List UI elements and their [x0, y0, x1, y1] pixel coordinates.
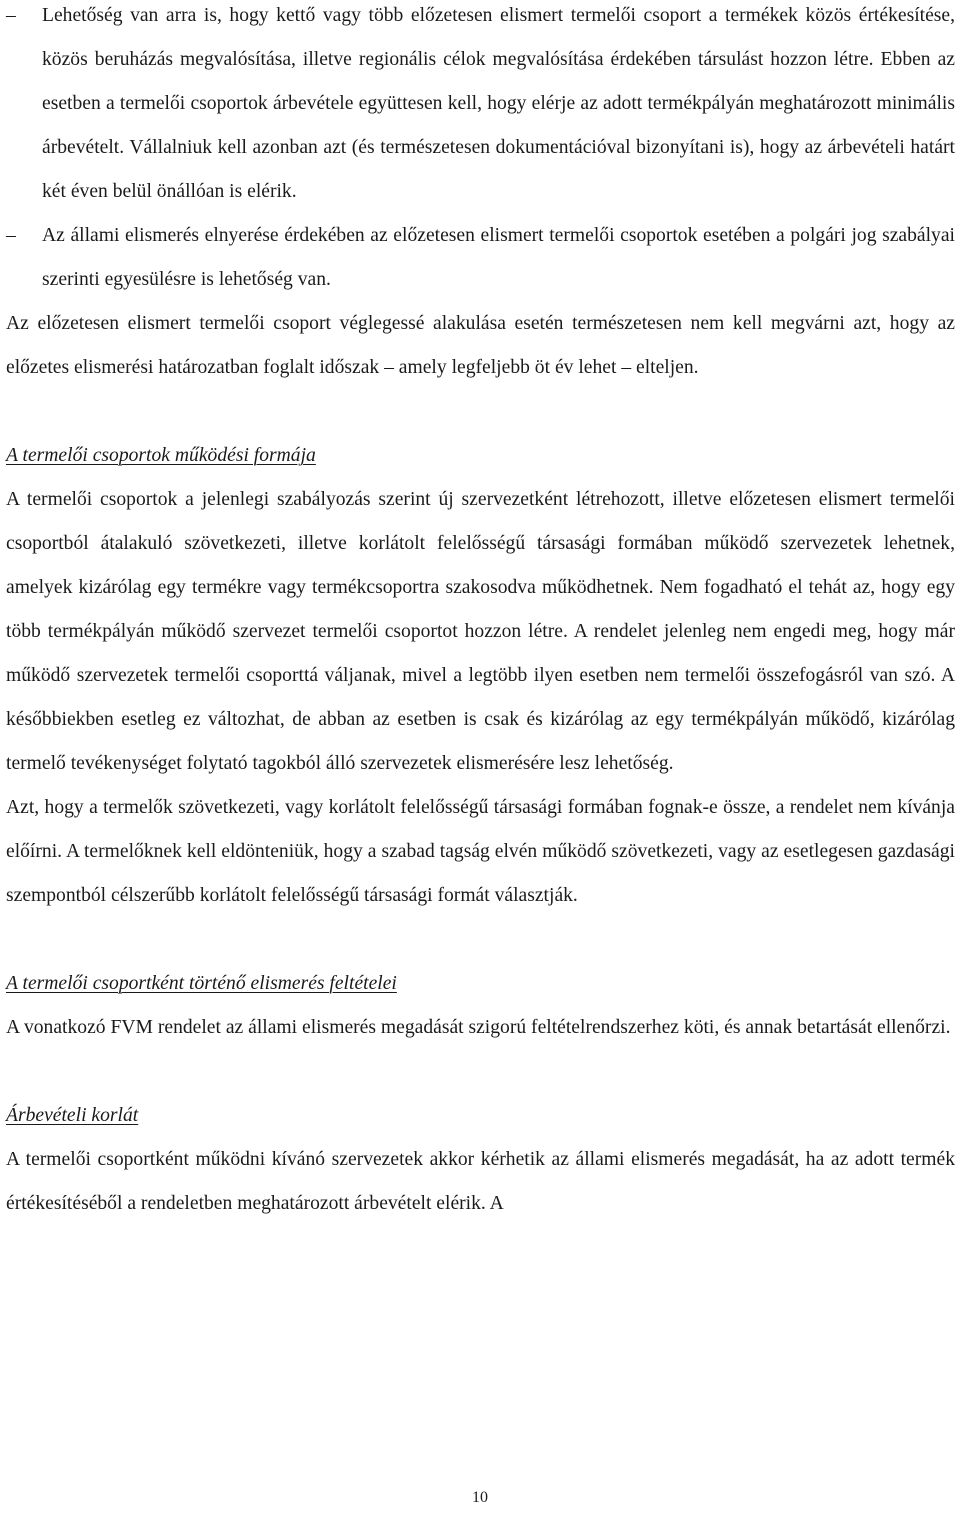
section-heading-revenue-limit: Árbevételi korlát — [6, 1105, 139, 1126]
paragraph: A termelői csoportok a jelenlegi szabályozás szerint új szervezetként létrehozott, illetve előzetesen elismert termelői csoportból átalakuló szövetkezeti, illetve korlátolt felelősségű társasági formában működő szervezetek lehetnek, amelyek kizárólag egy termékre vagy termékcsoportra szakosodva működhetnek. Nem fogadható el tehát az, hogy egy több termékpályán működő szervezet termelői csoportot hozzon létre. A rendelet jelenleg nem engedi meg, hogy már működő szervezetek termelői csoporttá váljanak, mivel a legtöbb ilyen esetben nem termelői összefogásról van szó. A későbbiekben esetleg ez változhat, de abban az esetben is csak és kizárólag az egy termékpályán működő, kizárólag termelő tevékenységet folytató tagokból álló szervezetek elismerésére lesz lehetőség. — [6, 489, 955, 774]
bullet-dash: – — [6, 225, 16, 246]
bullet-dash: – — [6, 5, 16, 26]
paragraph: A vonatkozó FVM rendelet az állami elismerés megadását szigorú feltételrendszerhez köti, és annak betartását ellenőrzi. — [6, 1017, 951, 1038]
bullet-text: Az állami elismerés elnyerése érdekében az előzetesen elismert termelői csoportok esetében a polgári jog szabályai szerinti egyesülésre is lehetőség van. — [42, 225, 955, 290]
paragraph: A termelői csoportként működni kívánó szervezetek akkor kérhetik az állami elismerés megadását, ha az adott termék értékesítéséből a rendeletben meghatározott árbevételt elérik. A — [6, 1149, 955, 1214]
page-number: 10 — [472, 1489, 488, 1506]
bullet-text: Lehetőség van arra is, hogy kettő vagy több előzetesen elismert termelői csoport a termékek közös értékesítése, közös beruházás megvalósítása, illetve regionális célok megvalósítása érdekében társulást hozzon létre. Ebben az esetben a termelői csoportok árbevétele együttesen kell, hogy elérje az adott termékpályán meghatározott minimális árbevételt. Vállalniuk kell azonban azt (és természetesen dokumentációval bizonyítani is), hogy az árbevételi határt két éven belül önállóan is elérik. — [42, 5, 955, 202]
bullet-item — [6, 0, 955, 214]
paragraph-final-recognition: Az előzetesen elismert termelői csoport véglegessé alakulása esetén természetesen nem kell megvárni azt, hogy az előzetes elismerési határozatban foglalt időszak – amely legfeljebb öt év lehet – elteljen. — [6, 313, 955, 378]
section-heading-operating-form: A termelői csoportok működési formája — [6, 445, 316, 466]
bullet-item — [6, 214, 955, 302]
document-page — [6, 0, 955, 1226]
section-heading-recognition-conditions: A termelői csoportként történő elismerés feltételei — [6, 973, 397, 994]
paragraph: Azt, hogy a termelők szövetkezeti, vagy korlátolt felelősségű társasági formában fognak-e össze, a rendelet nem kívánja előírni. A termelőknek kell eldönteniük, hogy a szabad tagság elvén működő szövetkezeti, vagy az esetlegesen gazdasági szempontból célszerűbb korlátolt felelősségű társasági formát választják. — [6, 797, 955, 906]
